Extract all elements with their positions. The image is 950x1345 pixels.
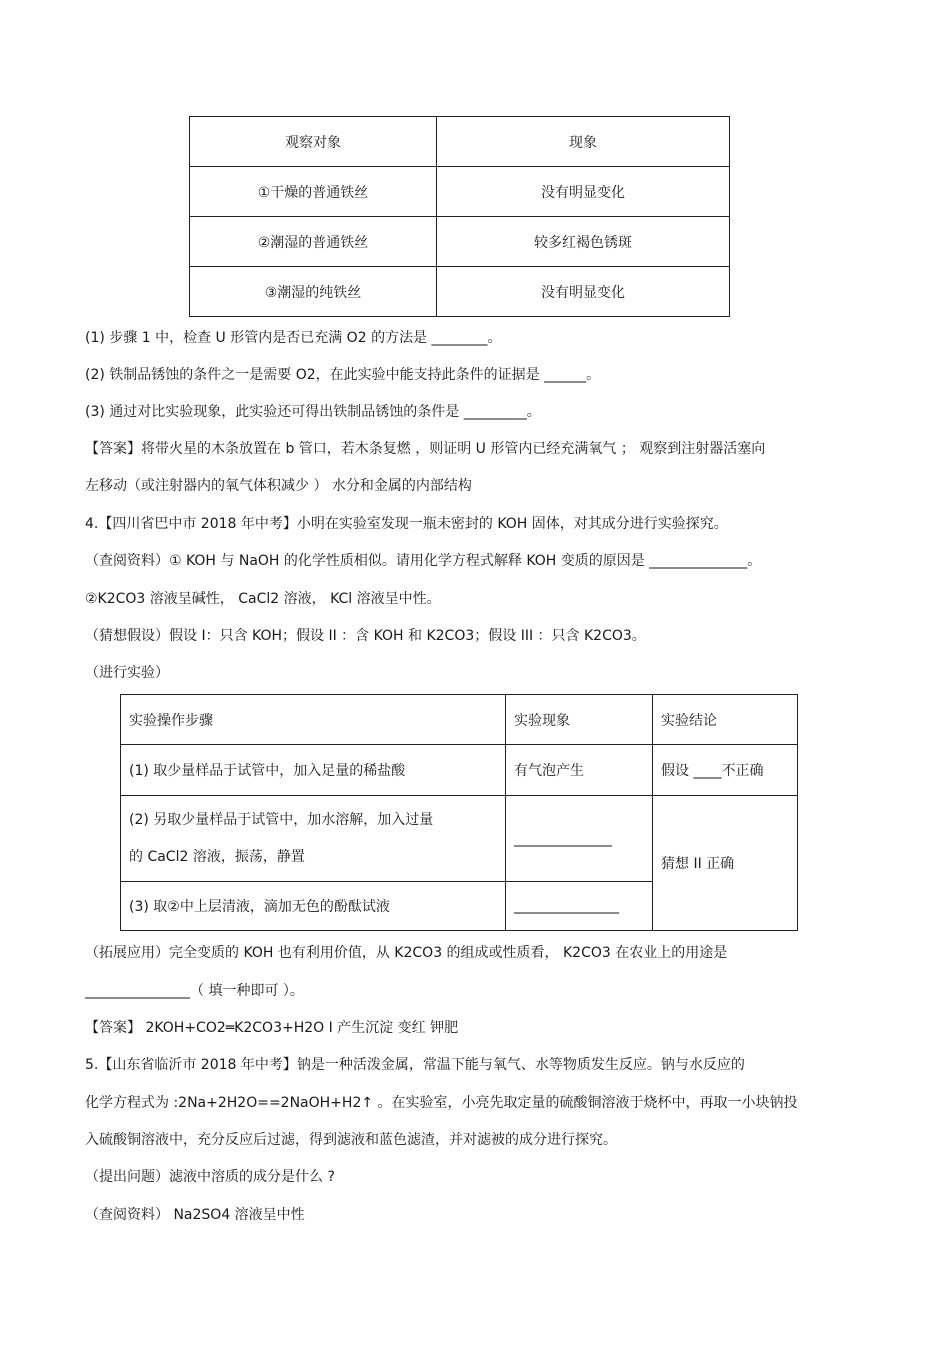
q4-hypothesis: （猜想假设）假设 I：只含 KOH；假设 II ：含 KOH 和 K2CO3；假设 III ：只含 K2CO3。 xyxy=(85,628,646,644)
table-cell: (3) 取②中上层清液，滴加无色的酚酞试液 xyxy=(121,882,506,931)
table-cell: 假设 ____不正确 xyxy=(653,745,798,796)
table-cell: ③潮湿的纯铁丝 xyxy=(190,267,437,317)
q4-experiment-heading: （进行实验） xyxy=(85,665,169,681)
table-cell: 有气泡产生 xyxy=(506,745,653,796)
q4-answer: 【答案】 2KOH+CO2═K2CO3+H2O I 产生沉淀 变红 钾肥 xyxy=(85,1020,459,1036)
experiment-table xyxy=(120,694,798,931)
q4-title: 4.【四川省巴中市 2018 年中考】小明在实验室发现一瓶未密封的 KOH 固体，对其成分进行实验探究。 xyxy=(85,516,728,532)
q5-line-3: 入硫酸铜溶液中，充分反应后过滤，得到滤液和蓝色滤渣，并对滤被的成分进行探究。 xyxy=(85,1132,617,1148)
answer-line-2: 左移动（或注射器内的氧气体积减少 ） 水分和金属的内部结构 xyxy=(85,478,472,494)
table-cell: 猜想 II 正确 xyxy=(653,796,798,931)
q5-line-1: 5.【山东省临沂市 2018 年中考】钠是一种活泼金属，常温下能与氧气、水等物质发生反应。钠与水反应的 xyxy=(85,1057,745,1073)
table-cell: _______________ xyxy=(506,882,653,931)
question-2: (2) 铁制品锈蚀的条件之一是需要 O2，在此实验中能支持此条件的证据是 ______。 xyxy=(85,367,601,383)
q4-info-2: ②K2CO3 溶液呈碱性， CaCl2 溶液， KCl 溶液呈中性。 xyxy=(85,591,441,607)
table-cell: ______________ xyxy=(506,796,653,882)
q4-extension-2: _______________（ 填一种即可 ）。 xyxy=(85,983,304,999)
answer-line-1: 【答案】将带火星的木条放置在 b 管口，若木条复燃 ，则证明 U 形管内已经充满氧气 ； 观察到注射器活塞向 xyxy=(85,441,766,457)
q4-info-1: （查阅资料）① KOH 与 NaOH 的化学性质相似。请用化学方程式解释 KOH 变质的原因是 ______________。 xyxy=(85,553,762,569)
table-cell: ②潮湿的普通铁丝 xyxy=(190,217,437,267)
table-header: 现象 xyxy=(437,117,730,167)
table-header: 实验操作步骤 xyxy=(121,695,506,745)
table-header: 实验结论 xyxy=(653,695,798,745)
table-cell: ①干燥的普通铁丝 xyxy=(190,167,437,217)
observation-table xyxy=(189,116,730,317)
question-1: (1) 步骤 1 中，检查 U 形管内是否已充满 O2 的方法是 ________。 xyxy=(85,330,502,346)
table-cell xyxy=(121,796,506,882)
step-2-line-2: 的 CaCl2 溶液，振荡，静置 xyxy=(129,848,305,865)
q5-line-4: （提出问题）滤液中溶质的成分是什么 ? xyxy=(85,1169,335,1185)
q4-extension-1: （拓展应用）完全变质的 KOH 也有利用价值，从 K2CO3 的组成或性质看， K2CO3 在农业上的用途是 xyxy=(85,945,728,961)
table-header: 观察对象 xyxy=(190,117,437,167)
question-3: (3) 通过对比实验现象，此实验还可得出铁制品锈蚀的条件是 _________。 xyxy=(85,404,541,420)
table-cell: 较多红褐色锈斑 xyxy=(437,217,730,267)
table-cell: 没有明显变化 xyxy=(437,267,730,317)
step-2-line-1: (2) 另取少量样品于试管中，加水溶解，加入过量 xyxy=(129,811,434,828)
table-header: 实验现象 xyxy=(506,695,653,745)
q5-line-5: （查阅资料） Na2SO4 溶液呈中性 xyxy=(85,1207,305,1223)
q5-line-2: 化学方程式为 :2Na+2H2O==2NaOH+H2↑ 。在实验室，小亮先取定量的硫酸铜溶液于烧杯中，再取一小块钠投 xyxy=(85,1095,798,1111)
table-cell: (1) 取少量样品于试管中，加入足量的稀盐酸 xyxy=(121,745,506,796)
table-cell: 没有明显变化 xyxy=(437,167,730,217)
